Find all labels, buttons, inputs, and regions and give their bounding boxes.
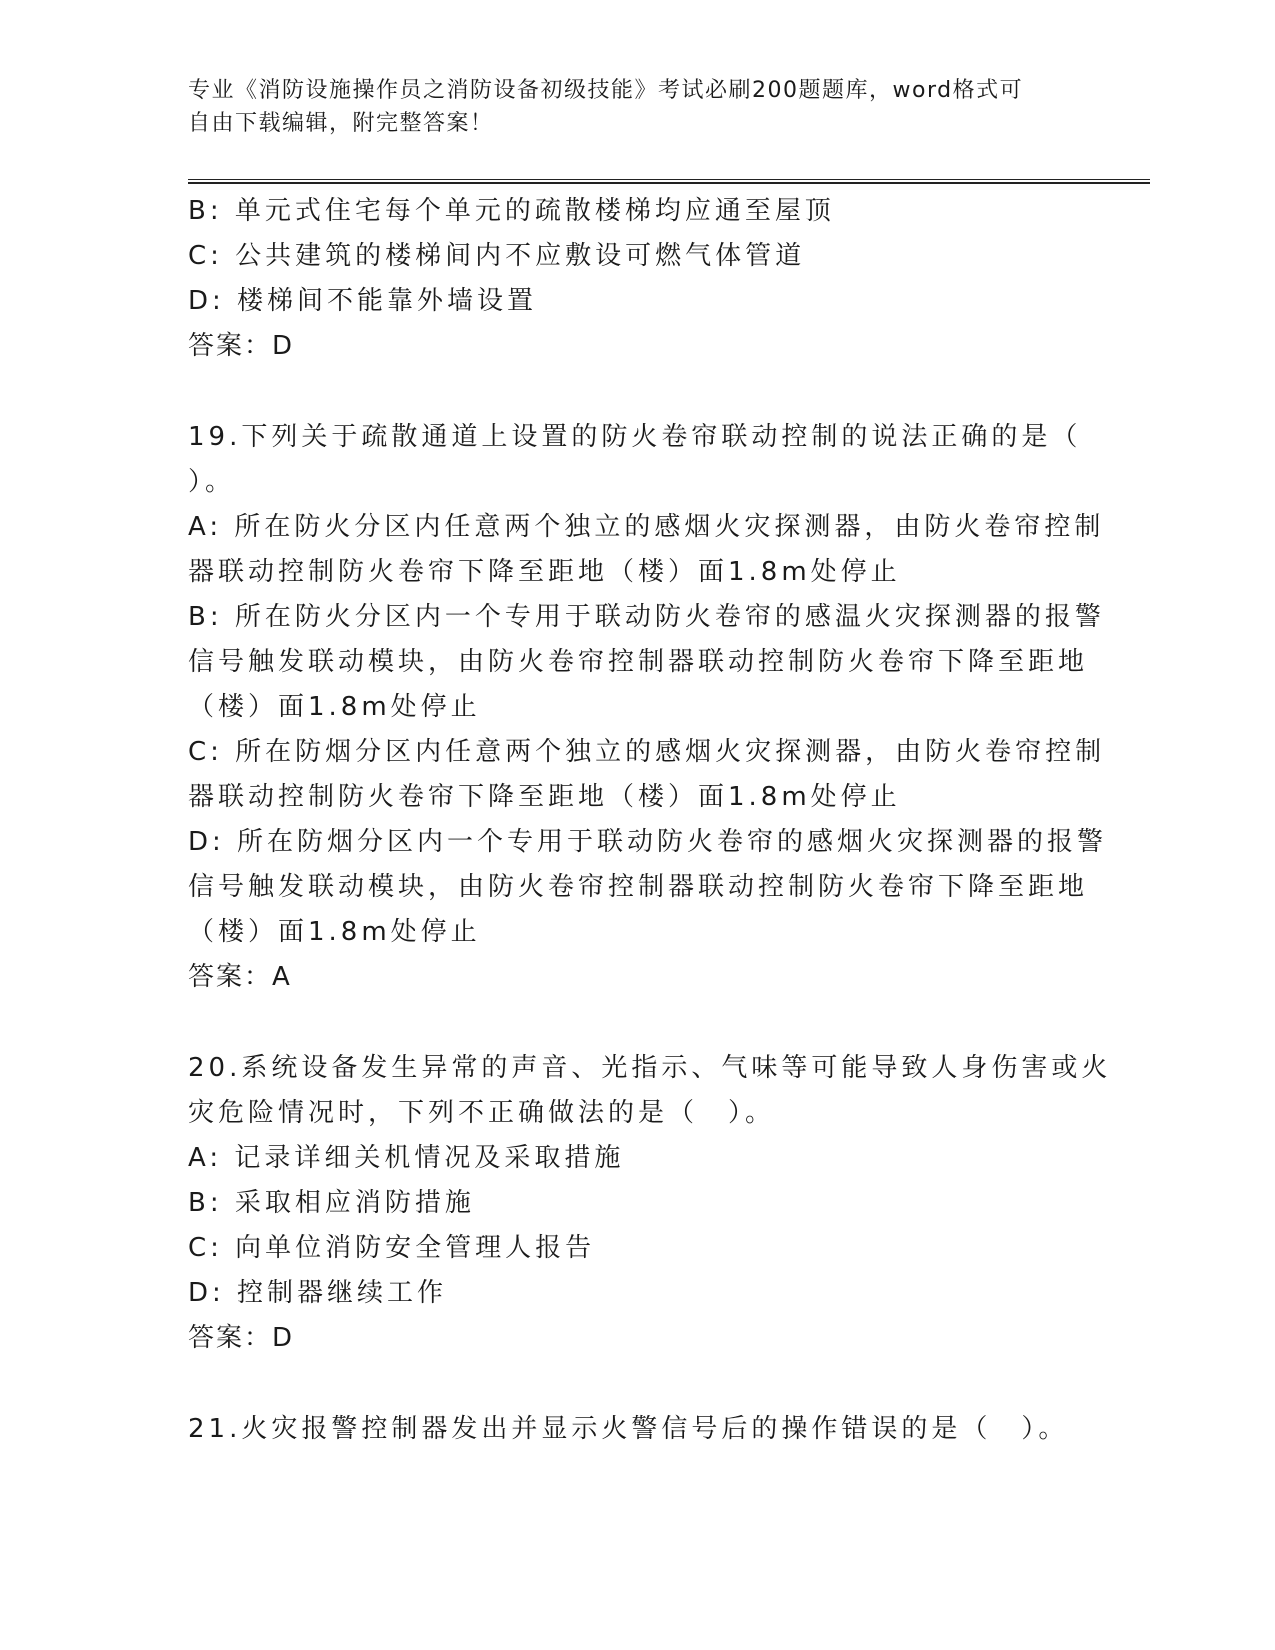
q19-option-a-line-1: A: 所在防火分区内任意两个独立的感烟火灾探测器，由防火卷帘控制: [188, 512, 1105, 542]
question-19: [188, 415, 1108, 1000]
q18-option-d: D: 楼梯间不能靠外墙设置: [188, 286, 538, 316]
q19-option-d-line-3: （楼）面1.8m处停止: [188, 917, 481, 947]
q19-answer: 答案：A: [188, 962, 292, 992]
header-divider-thin: [188, 179, 1150, 180]
header-title-line-1: 专业《消防设施操作员之消防设备初级技能》考试必刷200题题库，word格式可: [188, 78, 1024, 103]
q19-option-c-line-1: C: 所在防烟分区内任意两个独立的感烟火灾探测器，由防火卷帘控制: [188, 737, 1106, 767]
q20-option-a: A: 记录详细关机情况及采取措施: [188, 1143, 625, 1173]
q19-stem-line-2: ）。: [188, 467, 236, 497]
q20-option-b: B: 采取相应消防措施: [188, 1188, 475, 1218]
q20-stem-line-2: 灾危险情况时，下列不正确做法的是（ ）。: [188, 1098, 776, 1128]
q19-option-d-line-1: D: 所在防烟分区内一个专用于联动防火卷帘的感烟火灾探测器的报警: [188, 827, 1108, 857]
q20-answer: 答案：D: [188, 1323, 295, 1353]
question-21: [188, 1407, 1078, 1452]
question-20: [188, 1046, 1112, 1361]
header-divider-thick: [188, 182, 1150, 184]
q21-stem-line-1: 21.火灾报警控制器发出并显示火警信号后的操作错误的是（ ）。: [188, 1414, 1069, 1444]
document-body: [188, 189, 1112, 1452]
q20-option-c: C: 向单位消防安全管理人报告: [188, 1233, 596, 1263]
q19-option-a-line-2: 器联动控制防火卷帘下降至距地（楼）面1.8m处停止: [188, 557, 901, 587]
section-gap: [188, 369, 1078, 415]
q19-option-b-line-1: B: 所在防火分区内一个专用于联动防火卷帘的感温火灾探测器的报警: [188, 602, 1105, 632]
header-title-line-2: 自由下载编辑，附完整答案！: [188, 111, 494, 136]
q19-stem-line-1: 19.下列关于疏散通道上设置的防火卷帘联动控制的说法正确的是（: [188, 422, 1082, 452]
q18-answer: 答案：D: [188, 331, 295, 361]
q20-stem-line-1: 20.系统设备发生异常的声音、光指示、气味等可能导致人身伤害或火: [188, 1053, 1112, 1083]
document-header: [188, 74, 1068, 140]
section-gap: [188, 1000, 1078, 1046]
q19-option-c-line-2: 器联动控制防火卷帘下降至距地（楼）面1.8m处停止: [188, 782, 901, 812]
q19-option-b-line-2: 信号触发联动模块，由防火卷帘控制器联动控制防火卷帘下降至距地: [188, 647, 1089, 677]
question-18-tail: [188, 189, 1078, 369]
q19-option-b-line-3: （楼）面1.8m处停止: [188, 692, 481, 722]
q19-option-d-line-2: 信号触发联动模块，由防火卷帘控制器联动控制防火卷帘下降至距地: [188, 872, 1089, 902]
q18-option-c: C: 公共建筑的楼梯间内不应敷设可燃气体管道: [188, 241, 806, 271]
q18-option-b: B: 单元式住宅每个单元的疏散楼梯均应通至屋顶: [188, 196, 835, 226]
q20-option-d: D: 控制器继续工作: [188, 1278, 448, 1308]
section-gap: [188, 1361, 1078, 1407]
